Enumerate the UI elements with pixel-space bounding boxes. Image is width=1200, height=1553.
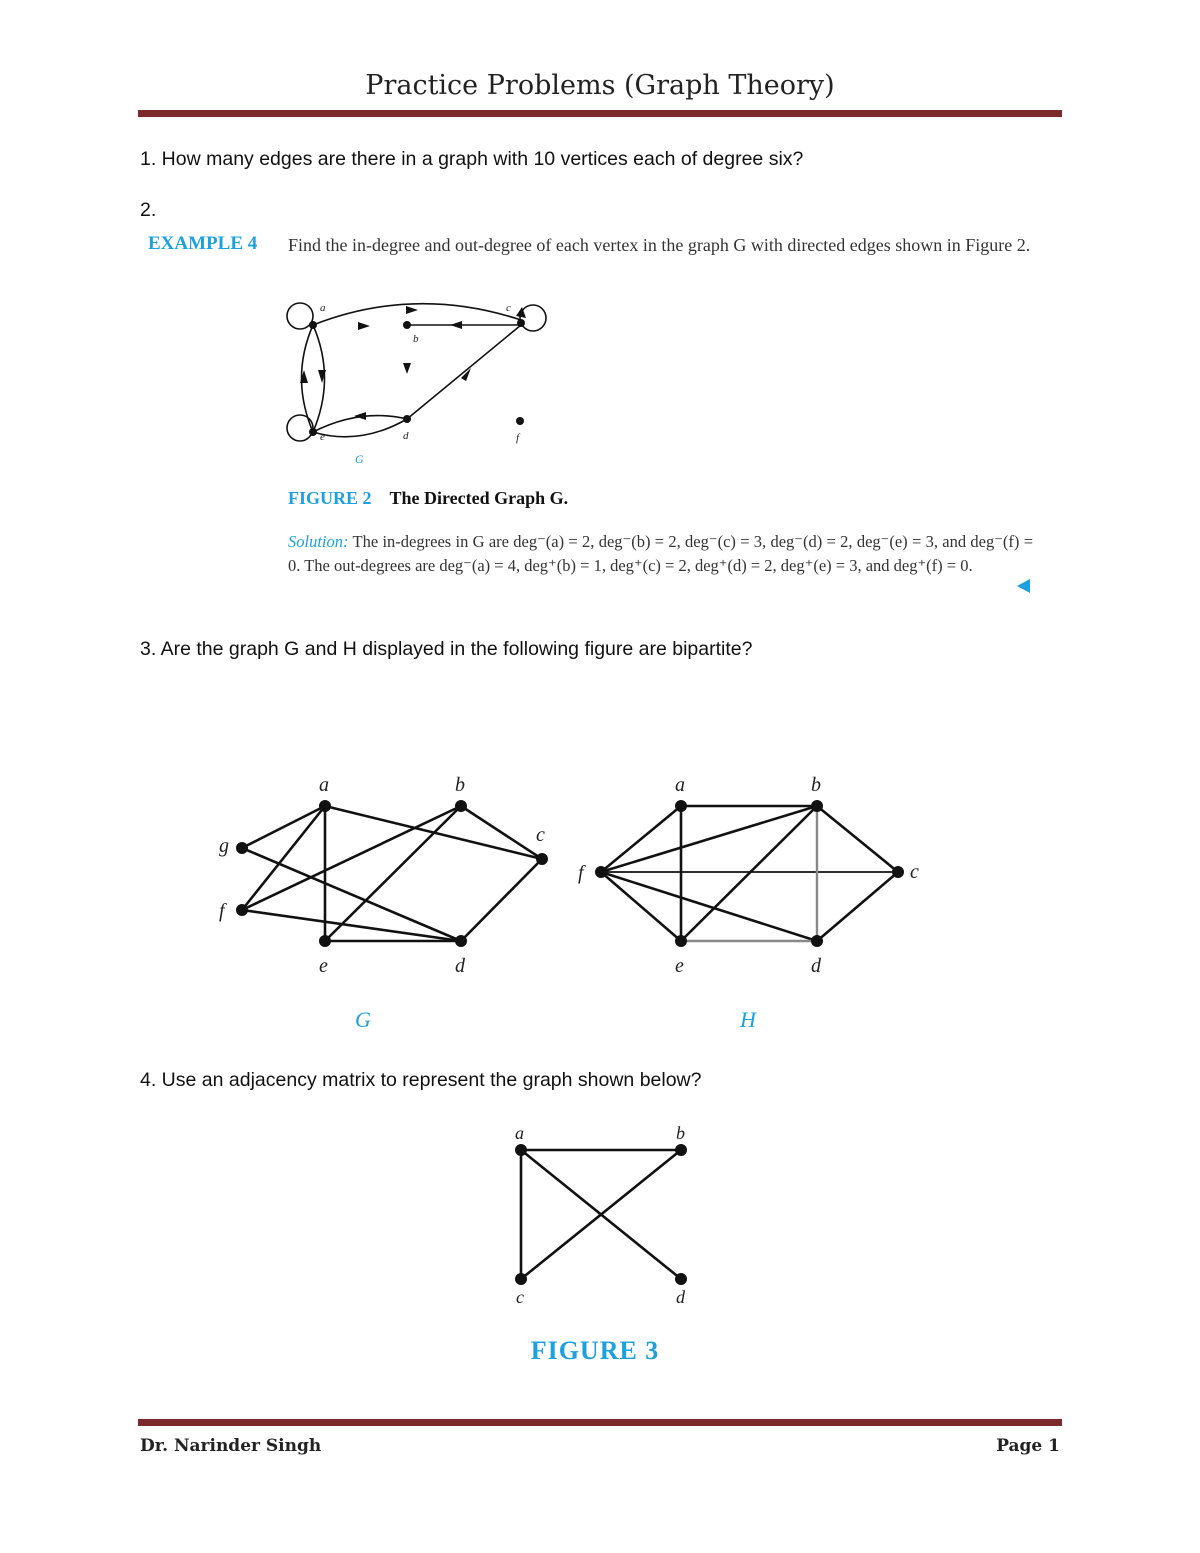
H-label-c: c — [910, 861, 919, 883]
edge-d-c — [407, 325, 521, 419]
question-2: 2. — [140, 199, 157, 221]
vertex-c — [517, 319, 525, 327]
G-vertex-e — [319, 935, 331, 947]
solution-text: The in-degrees in G are deg⁻(a) = 2, deg⁻(b) = 2, deg⁻(c) = 3, deg⁻(d) = 2, deg⁻(e) = 3, and deg⁻(f) = 0. The out-degrees are deg⁻(a) = 4, deg⁺(b) = 1, deg⁺(c) = 2, deg⁺(d) = 2, deg⁺(e) = 3, and deg⁺(f) = 0. — [288, 532, 1034, 575]
fig3-label-b: b — [676, 1123, 685, 1143]
vertex-d — [403, 415, 411, 423]
G-vertex-d — [455, 935, 467, 947]
label-a: a — [320, 302, 326, 314]
edge-e-d-top — [313, 416, 407, 432]
H-vertex-c — [892, 866, 904, 878]
fig3-vertex-a — [515, 1144, 527, 1156]
example-label: EXAMPLE 4 — [148, 233, 258, 254]
fig3-label-d: d — [676, 1287, 685, 1307]
question-3: 3. Are the graph G and H displayed in the following figure are bipartite? — [140, 638, 753, 660]
label-f: f — [516, 432, 520, 444]
graph-H-edges — [601, 806, 898, 941]
loop-c — [520, 305, 546, 331]
H-label-a: a — [675, 774, 685, 796]
H-vertex-d — [811, 935, 823, 947]
fig3-vertex-d — [675, 1273, 687, 1285]
edge-a-c — [313, 304, 521, 325]
footer-page-number: Page 1 — [996, 1436, 1060, 1456]
page-title: Practice Problems (Graph Theory) — [365, 70, 835, 101]
vertex-e — [309, 428, 317, 436]
H-vertex-e — [675, 935, 687, 947]
vertex-b — [403, 321, 411, 329]
graph-G-name: G — [355, 1007, 371, 1032]
question-4: 4. Use an adjacency matrix to represent the graph shown below? — [140, 1069, 702, 1091]
G-vertex-c — [536, 853, 548, 865]
G-label-g: g — [219, 835, 229, 857]
footer-rule — [138, 1419, 1062, 1426]
directed-graph-arrowheads — [300, 306, 526, 420]
figure-3-caption: FIGURE 3 — [530, 1336, 660, 1365]
fig3-label-a: a — [515, 1123, 524, 1143]
arrow-d-e — [354, 412, 366, 420]
arrow-b-d — [403, 363, 411, 374]
edge-e-d-bottom — [313, 419, 407, 437]
H-label-e: e — [675, 955, 684, 977]
graph-g-label-fig2: G — [355, 452, 364, 466]
arrow-c-b — [450, 321, 462, 329]
loop-e — [287, 415, 313, 441]
G-label-c: c — [536, 824, 545, 846]
H-vertex-f — [595, 866, 607, 878]
label-e: e — [320, 431, 325, 443]
label-d: d — [403, 430, 409, 442]
G-vertex-a — [319, 800, 331, 812]
figure-2-number: FIGURE 2 — [288, 488, 372, 508]
fig3-vertex-b — [675, 1144, 687, 1156]
G-vertex-f — [236, 904, 248, 916]
question-1: 1. How many edges are there in a graph with 10 vertices each of degree six? — [140, 148, 804, 170]
G-label-f: f — [219, 900, 225, 922]
H-label-f: f — [578, 862, 584, 884]
H-label-b: b — [811, 774, 821, 796]
G-label-d: d — [455, 955, 465, 977]
arrow-a-c — [406, 306, 418, 314]
solution-label: Solution: — [288, 532, 349, 551]
fig3-vertex-c — [515, 1273, 527, 1285]
label-c: c — [506, 302, 511, 314]
H-vertex-b — [811, 800, 823, 812]
G-label-b: b — [455, 774, 465, 796]
G-vertex-g — [236, 842, 248, 854]
directed-graph-figure-2 — [287, 303, 546, 441]
G-vertex-b — [455, 800, 467, 812]
figure-2-title: The Directed Graph G. — [389, 488, 569, 508]
fig3-label-c: c — [516, 1287, 524, 1307]
H-label-d: d — [811, 955, 821, 977]
label-b: b — [413, 333, 419, 345]
figure-3-edges — [521, 1150, 681, 1279]
vertex-f — [516, 417, 524, 425]
arrow-a-b — [358, 322, 370, 330]
H-vertex-a — [675, 800, 687, 812]
graph-H-name: H — [740, 1007, 756, 1032]
G-label-e: e — [319, 955, 328, 977]
vertex-a — [309, 321, 317, 329]
G-label-a: a — [319, 774, 329, 796]
example-text: Find the in-degree and out-degree of each vertex in the graph G with directed edges shown in Figure 2. — [288, 235, 1031, 255]
footer-author: Dr. Narinder Singh — [140, 1436, 322, 1456]
graph-G-edges — [242, 806, 542, 941]
